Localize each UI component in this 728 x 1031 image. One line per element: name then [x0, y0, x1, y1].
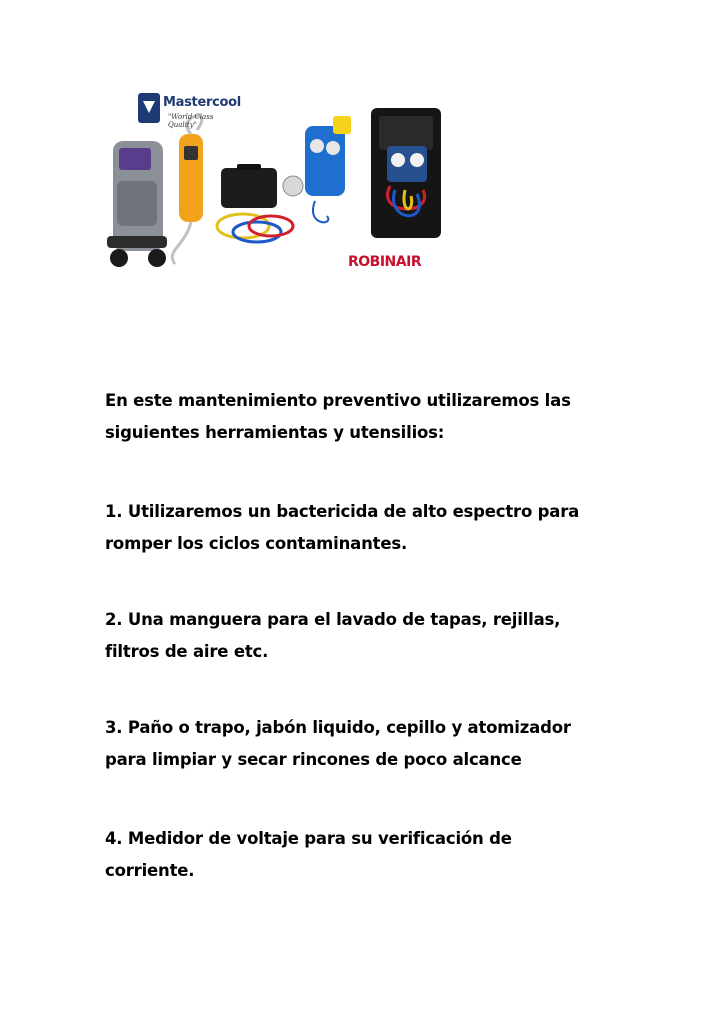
- list-item-2: [105, 604, 560, 668]
- recovery-machine-image: [107, 141, 167, 267]
- list-item-4: [105, 823, 512, 887]
- mastercool-badge-icon: [138, 93, 160, 123]
- mastercool-logo-text: Mastercool: [163, 95, 241, 110]
- list-item-line: 2. Una manguera para el lavado de tapas, rejillas,: [105, 610, 561, 629]
- leak-detector-image: [172, 116, 203, 264]
- mastercool-tagline: "World Class Quality": [168, 113, 214, 129]
- manifold-gauge-kit-image: [371, 108, 441, 238]
- tool-case-image: [217, 164, 293, 242]
- list-item-line: romper los ciclos contaminantes.: [105, 534, 408, 553]
- intro-paragraph: [105, 385, 571, 449]
- list-item-line: corriente.: [105, 861, 195, 880]
- intro-line: En este mantenimiento preventivo utilizaremos las: [105, 391, 571, 410]
- list-item-3: [105, 712, 571, 776]
- list-item-line: para limpiar y secar rincones de poco alcance: [105, 750, 522, 769]
- list-item-1: [105, 496, 579, 560]
- list-item-line: 3. Paño o trapo, jabón liquido, cepillo y atomizador: [105, 718, 571, 737]
- intro-line: siguientes herramientas y utensilios:: [105, 423, 445, 442]
- list-item-line: 4. Medidor de voltaje para su verificación de: [105, 829, 512, 848]
- list-item-line: 1. Utilizaremos un bactericida de alto espectro para: [105, 502, 580, 521]
- list-item-line: filtros de aire etc.: [105, 642, 269, 661]
- recovery-unit-image: [283, 116, 351, 222]
- mastercool-logo: [138, 91, 241, 129]
- robinair-logo: ROBINAIR: [348, 254, 422, 270]
